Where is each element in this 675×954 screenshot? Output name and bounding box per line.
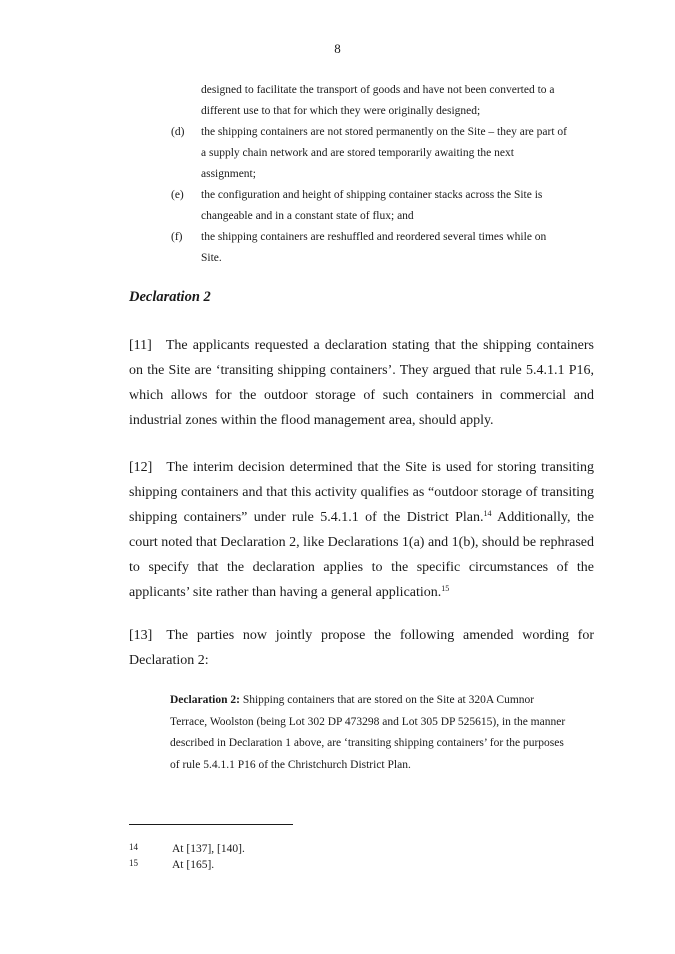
footnote-number: 15 xyxy=(129,858,138,868)
list-item xyxy=(129,227,569,269)
list-marker: (e) xyxy=(171,189,184,201)
page-number: 8 xyxy=(334,41,341,56)
block-quote xyxy=(170,690,570,776)
paragraph-text: The parties now jointly propose the following amended wording for Declaration 2: xyxy=(129,628,594,668)
footnote-text: At [137], [140]. xyxy=(172,843,245,855)
section-heading: Declaration 2 xyxy=(129,289,211,305)
list-item-text: the configuration and height of shipping container stacks across the Site is changeable and in a constant state of flux; and xyxy=(201,189,543,222)
list-marker: (d) xyxy=(171,126,185,138)
paragraph-number: [11] xyxy=(129,338,152,353)
paragraph-number: [12] xyxy=(129,460,153,475)
footnotes xyxy=(129,841,245,873)
footnote-number: 14 xyxy=(129,842,138,852)
footnote-text: At [165]. xyxy=(172,859,215,871)
footnote xyxy=(129,841,245,857)
paragraph-text: The applicants requested a declaration stating that the shipping containers on the Site are ‘transiting shipping containers’. They argued that rule 5.4.1.1 P16, which allows for the outdoor storage of such containers in commercial and industrial zones within the flood management area, should apply. xyxy=(129,338,594,428)
quote-text: Shipping containers that are stored on the Site at 320A Cumnor Terrace, Woolston (being Lot 302 DP 473298 and Lot 305 DP 525615), in the manner described in Declaration 1 above, are ‘transiting shipping containers’ for the purposes of rule 5.4.1.1 P16 of the Christchurch District Plan. xyxy=(170,694,566,771)
list-marker: (f) xyxy=(171,231,183,243)
list-item-text: the shipping containers are not stored permanently on the Site – they are part of a supply chain network and are stored temporarily awaiting the next assignment; xyxy=(201,126,567,180)
paragraph-13 xyxy=(129,623,594,673)
list-item xyxy=(129,80,569,122)
paragraph-number: [13] xyxy=(129,628,153,643)
footnote xyxy=(129,857,245,873)
paragraph-text: The interim decision determined that the Site is used for storing transiting shipping containers and that this activity qualifies as “outdoor storage of transiting shipping containers” under rule 5.4.1.1 of the District Plan. xyxy=(129,460,594,525)
declaration-1-list xyxy=(129,80,569,269)
quote-label: Declaration 2: xyxy=(170,694,240,706)
paragraph-12 xyxy=(129,455,594,605)
footnote-ref[interactable]: 14 xyxy=(483,509,492,518)
footnote-ref[interactable]: 15 xyxy=(441,584,450,593)
list-item-text: designed to facilitate the transport of goods and have not been converted to a different use to that for which they were originally designed; xyxy=(201,84,555,117)
paragraph-11 xyxy=(129,333,594,433)
list-item xyxy=(129,122,569,185)
list-item xyxy=(129,185,569,227)
footnote-divider xyxy=(129,824,293,825)
paragraph-text: Additionally, the court noted that Declaration 2, like Declarations 1(a) and 1(b), should be rephrased to specify that the declaration applies to the specific circumstances of the applicants’ site rather than having a general application. xyxy=(129,510,595,600)
list-item-text: the shipping containers are reshuffled and reordered several times while on Site. xyxy=(201,231,547,264)
